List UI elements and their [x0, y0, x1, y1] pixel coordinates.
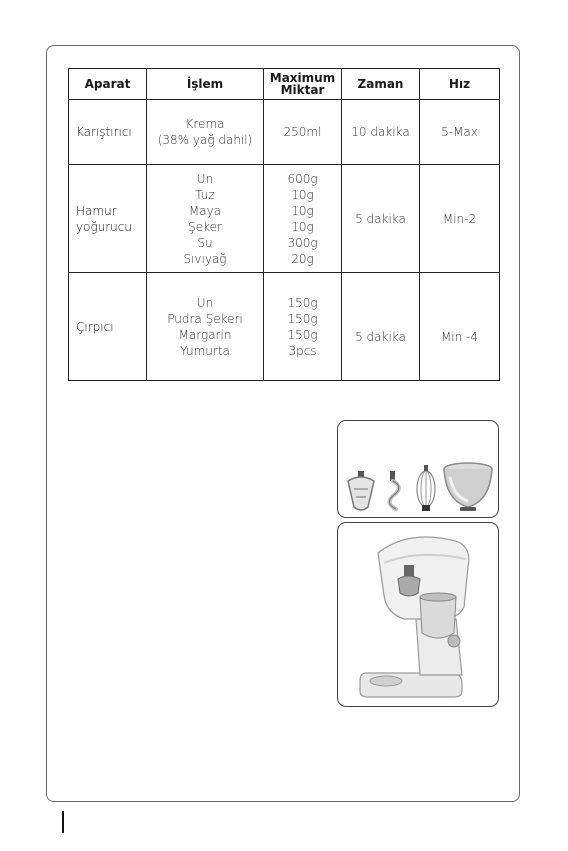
cell-line: 150g — [287, 295, 318, 310]
cell-line: (38% yağ dahil) — [157, 133, 253, 147]
cell-line: Tuz — [195, 187, 215, 202]
usage-table — [68, 68, 500, 381]
cell-line: 600g — [287, 171, 318, 186]
cell-line: 10g — [291, 219, 314, 234]
page-number-marker — [62, 811, 64, 833]
cell-line: Yumurta — [180, 343, 230, 358]
cell-line: 300g — [287, 235, 318, 250]
cell-zaman: 10 dakika — [342, 100, 420, 165]
cell-line: 20g — [291, 251, 314, 266]
cell-line: 10g — [291, 203, 314, 218]
cell-line: Un — [196, 295, 214, 310]
table-header-row — [69, 69, 500, 100]
header-islem: İşlem — [147, 69, 264, 100]
header-miktar: Miktar — [280, 83, 325, 97]
cell-line: Pudra Şekeri — [167, 311, 243, 326]
cell-miktar — [264, 100, 342, 165]
cell-aparat — [69, 165, 147, 273]
header-aparat: Aparat — [69, 69, 147, 100]
cell-line: yoğurucu — [76, 219, 132, 234]
mixing-bowl-icon — [444, 463, 492, 511]
table-row — [69, 273, 500, 381]
cell-miktar — [264, 165, 342, 273]
cell-line: Şeker — [188, 219, 222, 234]
cell-line: 10g — [291, 187, 314, 202]
attachments-photo — [337, 420, 499, 518]
cell-line: 250ml — [283, 125, 322, 139]
cell-line: 150g — [287, 327, 318, 342]
flat-beater-icon — [348, 471, 374, 510]
header-hiz: Hız — [420, 69, 500, 100]
cell-zaman: 5 dakika — [342, 165, 420, 273]
whisk-icon — [417, 465, 435, 511]
cell-aparat: Çırpıcı — [69, 273, 147, 381]
header-zaman: Zaman — [342, 69, 420, 100]
cell-hiz: Min-2 — [420, 165, 500, 273]
table-row — [69, 165, 500, 273]
cell-line: Su — [197, 235, 213, 250]
header-maximum-miktar — [264, 69, 342, 100]
cell-zaman: 5 dakika — [342, 273, 420, 381]
stand-mixer-photo — [337, 522, 499, 707]
cell-line: Un — [196, 171, 214, 186]
cell-line: 3pcs — [288, 343, 317, 358]
attachments-illustration — [338, 421, 498, 517]
cell-line: Hamur — [76, 203, 117, 218]
stand-mixer-icon — [360, 537, 469, 697]
cell-islem — [147, 100, 264, 165]
cell-islem — [147, 165, 264, 273]
cell-hiz: 5-Max — [420, 100, 500, 165]
dough-hook-icon — [389, 471, 398, 509]
cell-hiz: Min -4 — [420, 273, 500, 381]
cell-line: 150g — [287, 311, 318, 326]
table-row — [69, 100, 500, 165]
stand-mixer-illustration — [338, 523, 498, 706]
cell-line: Margarin — [178, 327, 232, 342]
cell-islem — [147, 273, 264, 381]
cell-line: Sıvıyağ — [183, 251, 227, 266]
cell-line: Maya — [188, 203, 222, 218]
cell-line: Krema — [185, 117, 225, 131]
cell-miktar — [264, 273, 342, 381]
cell-aparat: Karıştırıcı — [69, 100, 147, 165]
header-maximum: Maximum — [269, 71, 336, 85]
